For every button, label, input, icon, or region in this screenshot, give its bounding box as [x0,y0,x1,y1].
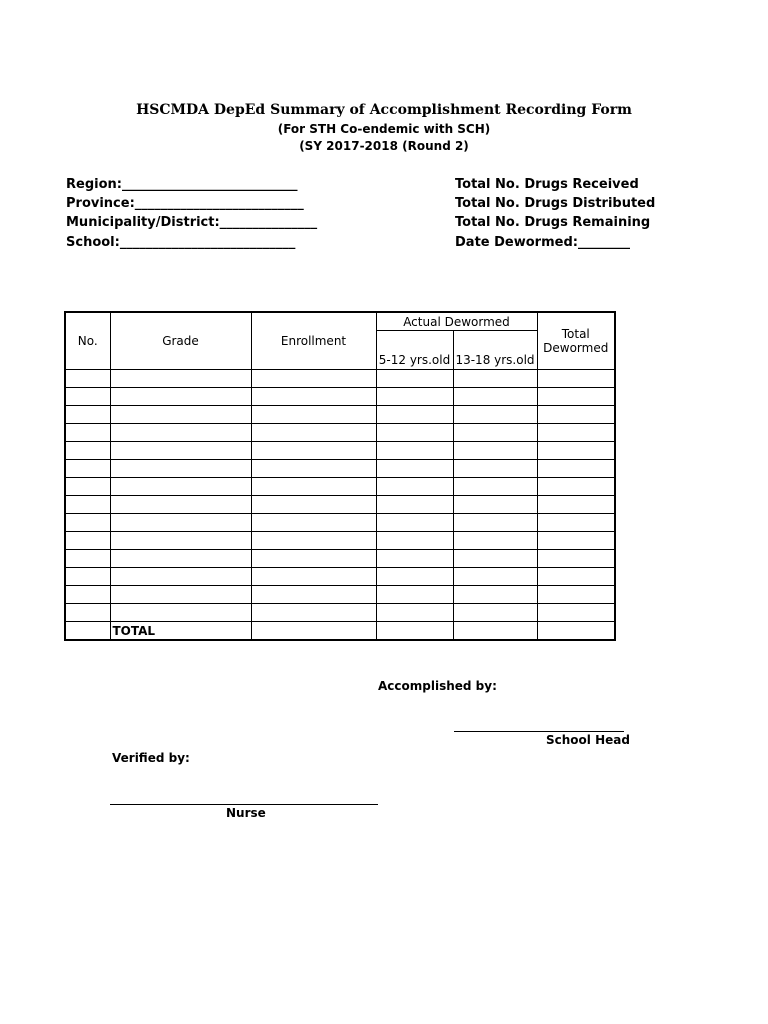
table-cell [65,478,110,496]
table-cell [251,568,376,586]
drugs-distributed-field: Total No. Drugs Distributed [455,196,656,211]
table-cell [65,532,110,550]
table-cell [537,604,615,622]
table-cell [453,604,537,622]
table-cell [65,370,110,388]
table-cell [65,586,110,604]
total-header-line2: Dewormed [543,341,609,355]
table-cell [251,514,376,532]
municipality-field: Municipality/District:_______________ [66,215,318,230]
school-head-signature-line [454,731,624,732]
table-row [65,586,615,604]
table-cell [110,442,251,460]
table-cell [453,370,537,388]
table-cell [376,388,453,406]
table-cell [537,478,615,496]
table-cell [376,604,453,622]
table-cell [110,370,251,388]
table-cell [453,460,537,478]
table-cell [110,550,251,568]
table-row [65,496,615,514]
table-cell [65,604,110,622]
table-cell [453,388,537,406]
table-cell [376,370,453,388]
table-cell [65,568,110,586]
total-row-label: TOTAL [110,622,251,641]
form-subtitle-scope: (For STH Co-endemic with SCH) [277,122,491,136]
table-cell [537,622,615,641]
col-header-no: No. [65,312,110,370]
table-cell [376,442,453,460]
drugs-remaining-field: Total No. Drugs Remaining [455,215,651,230]
table-cell [251,622,376,641]
table-cell [453,532,537,550]
table-cell [65,406,110,424]
region-field: Region:___________________________ [66,177,298,192]
table-cell [537,460,615,478]
table-row [65,550,615,568]
table-cell [251,532,376,550]
col-header-age-5-12: 5-12 yrs.old [376,331,453,370]
form-title: HSCMDA DepEd Summary of Accomplishment Recording Form [136,102,632,118]
table-cell [376,622,453,641]
school-field: School:___________________________ [66,235,296,250]
table-cell [251,424,376,442]
table-row [65,370,615,388]
table-row [65,424,615,442]
table-cell [453,424,537,442]
table-row [65,406,615,424]
table-cell [110,568,251,586]
table-cell [65,496,110,514]
table-cell [537,550,615,568]
table-row [65,478,615,496]
table-cell [376,406,453,424]
table-cell [65,550,110,568]
table-row [65,604,615,622]
table-cell [453,568,537,586]
accomplished-by-label: Accomplished by: [378,679,497,693]
table-cell [537,406,615,424]
table-cell [453,586,537,604]
table-cell [376,586,453,604]
table-row [65,388,615,406]
table-cell [110,496,251,514]
table-cell [251,550,376,568]
table-cell [537,388,615,406]
table-cell [65,388,110,406]
table-row [65,514,615,532]
province-field: Province:__________________________ [66,196,304,211]
table-cell [65,442,110,460]
nurse-signature-line [110,804,378,805]
table-cell [376,514,453,532]
col-header-total-dewormed [537,312,615,370]
table-cell [537,586,615,604]
table-cell [251,388,376,406]
table-cell [453,496,537,514]
table-cell [110,604,251,622]
table-cell [251,496,376,514]
table-cell [376,532,453,550]
table-cell [110,424,251,442]
table-cell [376,550,453,568]
col-header-grade: Grade [110,312,251,370]
table-row [65,442,615,460]
drugs-received-field: Total No. Drugs Received [455,177,639,192]
table-cell [453,478,537,496]
table-cell [251,586,376,604]
table-cell [453,550,537,568]
table-cell [453,406,537,424]
table-cell [251,442,376,460]
col-header-age-13-18: 13-18 yrs.old [453,331,537,370]
table-cell [537,442,615,460]
form-subtitle-school-year: (SY 2017-2018 (Round 2) [299,139,469,153]
table-cell [110,514,251,532]
table-cell [376,460,453,478]
table-body [65,370,615,641]
table-row [65,532,615,550]
table-cell [537,514,615,532]
table-cell [110,532,251,550]
table-cell [65,622,110,641]
accomplishment-table [64,311,616,641]
table-cell [251,478,376,496]
table-cell [537,370,615,388]
total-header-line1: Total [561,327,590,341]
table-cell [537,496,615,514]
col-header-enrollment: Enrollment [251,312,376,370]
table-cell [251,604,376,622]
table-cell [251,370,376,388]
school-head-label: School Head [546,733,630,747]
table-cell [110,586,251,604]
col-header-actual-dewormed: Actual Dewormed [376,312,537,331]
date-dewormed-field: Date Dewormed:________ [455,235,630,250]
table-cell [537,568,615,586]
table-cell [453,514,537,532]
table-cell [376,424,453,442]
table-cell [376,568,453,586]
table-cell [453,442,537,460]
table-cell [110,460,251,478]
table-cell [376,478,453,496]
table-row [65,568,615,586]
nurse-label: Nurse [226,806,266,820]
verified-by-label: Verified by: [112,751,190,765]
table-cell [110,388,251,406]
table-cell [110,406,251,424]
table-cell [453,622,537,641]
table-cell [65,424,110,442]
table-cell [537,532,615,550]
table-cell [110,478,251,496]
table-cell [251,460,376,478]
table-cell [65,460,110,478]
table-row-total [65,622,615,641]
table-row [65,460,615,478]
table-cell [376,496,453,514]
table-cell [251,406,376,424]
table-cell [537,424,615,442]
table-cell [65,514,110,532]
